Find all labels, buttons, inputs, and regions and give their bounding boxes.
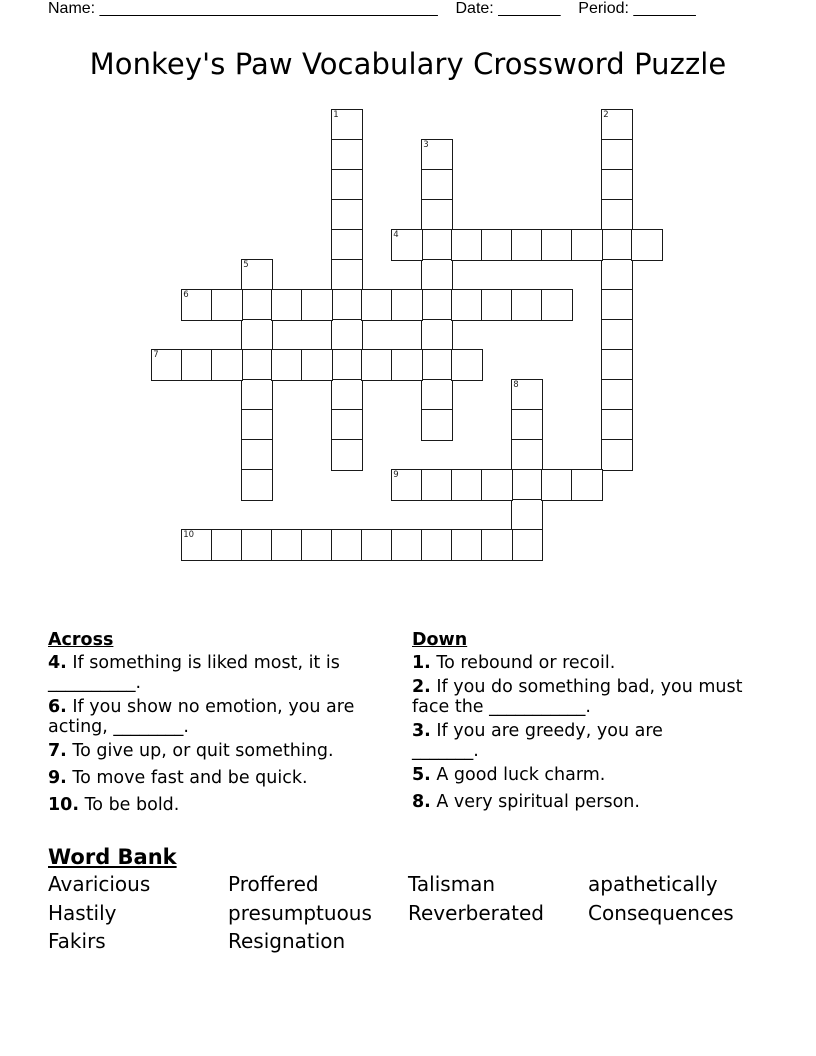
word-bank (48, 844, 768, 956)
crossword-cell[interactable] (331, 259, 363, 291)
period-blank[interactable]: _______ (633, 0, 696, 17)
crossword-cell[interactable] (631, 229, 663, 261)
crossword-cell[interactable] (331, 319, 363, 351)
crossword-cell[interactable] (571, 229, 603, 261)
crossword-cell[interactable] (331, 139, 363, 171)
crossword-cell[interactable] (181, 289, 213, 321)
down-heading: Down (412, 630, 468, 650)
crossword-cell[interactable] (241, 259, 273, 291)
crossword-cell[interactable] (241, 319, 273, 351)
crossword-cell[interactable] (601, 379, 633, 411)
clue-number: 7 (153, 350, 159, 361)
crossword-cell[interactable] (511, 229, 543, 261)
crossword-cell[interactable] (421, 349, 453, 381)
crossword-cell[interactable] (301, 289, 333, 321)
crossword-cell[interactable] (451, 529, 483, 561)
date-label: Date: (455, 0, 494, 17)
crossword-cell[interactable] (241, 349, 273, 381)
word-bank-item: Fakirs (48, 929, 106, 953)
word-bank-item: Proffered (228, 872, 319, 896)
crossword-cell[interactable] (211, 289, 243, 321)
clue-number: 3 (423, 140, 429, 151)
crossword-cell[interactable] (451, 349, 483, 381)
crossword-cell[interactable] (241, 289, 273, 321)
crossword-cell[interactable] (391, 229, 423, 261)
word-bank-heading: Word Bank (48, 845, 177, 869)
word-bank-item: Talisman (408, 872, 496, 896)
crossword-cell[interactable] (241, 469, 273, 501)
crossword-cell[interactable] (571, 469, 603, 501)
date-blank[interactable]: _______ (498, 0, 561, 17)
crossword-cell[interactable] (451, 229, 483, 261)
crossword-cell[interactable] (241, 409, 273, 441)
crossword-cell[interactable] (481, 529, 513, 561)
crossword-cell[interactable] (421, 319, 453, 351)
clue-down-5: 5. A good luck charm. (412, 765, 606, 785)
crossword-cell[interactable] (361, 289, 393, 321)
crossword-cell[interactable] (511, 439, 543, 471)
clue-number: 5 (243, 260, 249, 271)
crossword-cell[interactable] (331, 109, 363, 141)
word-bank-item: Reverberated (408, 900, 544, 925)
word-bank-item: Resignation (228, 929, 346, 953)
period-label: Period: (578, 0, 629, 17)
page-title: Monkey's Paw Vocabulary Crossword Puzzle (89, 47, 727, 81)
name-label: Name: (48, 0, 96, 17)
crossword-cell[interactable] (511, 499, 543, 531)
clue-across-10: 10. To be bold. (48, 795, 180, 815)
crossword-cell[interactable] (301, 529, 333, 561)
crossword-cell[interactable] (421, 199, 453, 231)
crossword-cell[interactable] (481, 289, 513, 321)
crossword-cell[interactable] (601, 229, 633, 261)
crossword-cell[interactable] (421, 169, 453, 201)
crossword-cell[interactable] (361, 529, 393, 561)
crossword-cell[interactable] (601, 439, 633, 471)
crossword-cell[interactable] (391, 529, 423, 561)
crossword-cell[interactable] (601, 349, 633, 381)
crossword-cell[interactable] (241, 529, 273, 561)
clue-number: 10 (183, 530, 195, 541)
crossword-cell[interactable] (331, 529, 363, 561)
crossword-cell[interactable] (151, 349, 183, 381)
crossword-cell[interactable] (241, 439, 273, 471)
crossword-cell[interactable] (451, 289, 483, 321)
crossword-cell[interactable] (331, 379, 363, 411)
crossword-cell[interactable] (511, 289, 543, 321)
crossword-cell[interactable] (511, 469, 543, 501)
crossword-cell[interactable] (601, 139, 633, 171)
crossword-cell[interactable] (601, 109, 633, 141)
crossword-cell[interactable] (241, 379, 273, 411)
clue-number: 4 (393, 230, 399, 241)
crossword-cell[interactable] (421, 229, 453, 261)
crossword-cell[interactable] (541, 469, 573, 501)
crossword-cell[interactable] (181, 529, 213, 561)
crossword-cell[interactable] (541, 229, 573, 261)
crossword-cell[interactable] (541, 289, 573, 321)
word-bank-list (48, 870, 768, 956)
clue-down-3: 3. If you are greedy, you are _______. (412, 721, 663, 761)
crossword-cell[interactable] (391, 349, 423, 381)
crossword-cell[interactable] (271, 289, 303, 321)
crossword-cell[interactable] (421, 139, 453, 171)
crossword-cell[interactable] (331, 289, 363, 321)
crossword-cell[interactable] (601, 319, 633, 351)
crossword-cell[interactable] (601, 259, 633, 291)
crossword-cell[interactable] (601, 409, 633, 441)
crossword-cell[interactable] (481, 229, 513, 261)
crossword-cell[interactable] (421, 469, 453, 501)
crossword-cell[interactable] (331, 169, 363, 201)
crossword-cell[interactable] (601, 199, 633, 231)
crossword-cell[interactable] (481, 469, 513, 501)
clue-number: 1 (333, 110, 339, 121)
clue-across-9: 9. To move fast and be quick. (48, 768, 308, 788)
word-bank-item: Hastily (48, 900, 117, 925)
crossword-cell[interactable] (361, 349, 393, 381)
crossword-cell[interactable] (331, 229, 363, 261)
clue-number: 6 (183, 290, 189, 301)
crossword-cell[interactable] (451, 469, 483, 501)
clue-down-2: 2. If you do something bad, you must face the ___________. (412, 677, 743, 717)
crossword-cell[interactable] (331, 199, 363, 231)
crossword-cell[interactable] (181, 349, 213, 381)
word-bank-item: Avaricious (48, 872, 151, 896)
crossword-cell[interactable] (511, 379, 543, 411)
crossword-cell[interactable] (301, 349, 333, 381)
crossword-cell[interactable] (211, 349, 243, 381)
crossword-cell[interactable] (421, 289, 453, 321)
crossword-cell[interactable] (421, 409, 453, 441)
crossword-cell[interactable] (271, 529, 303, 561)
crossword-cell[interactable] (211, 529, 243, 561)
clue-down-8: 8. A very spiritual person. (412, 792, 640, 812)
crossword-cell[interactable] (391, 289, 423, 321)
crossword-cell[interactable] (331, 409, 363, 441)
clue-across-4: 4. If something is liked most, it is __________. (48, 653, 340, 693)
word-bank-item: presumptuous (228, 900, 372, 925)
crossword-cell[interactable] (511, 409, 543, 441)
crossword-cell[interactable] (391, 469, 423, 501)
clue-across-6: 6. If you show no emotion, you are acting, ________. (48, 697, 355, 737)
across-heading: Across (48, 630, 114, 650)
word-bank-item: apathetically (588, 872, 718, 896)
name-blank[interactable]: ______________________________________ (99, 0, 438, 17)
word-bank-item: Consequences (588, 900, 734, 925)
clue-down-1: 1. To rebound or recoil. (412, 653, 616, 673)
clue-across-7: 7. To give up, or quit something. (48, 741, 334, 761)
crossword-cell[interactable] (511, 529, 543, 561)
clue-number: 9 (393, 470, 399, 481)
across-clues (48, 629, 378, 819)
crossword-cell[interactable] (601, 289, 633, 321)
crossword-cell[interactable] (601, 169, 633, 201)
crossword-cell[interactable] (331, 349, 363, 381)
clue-number: 8 (513, 380, 519, 391)
crossword-cell[interactable] (421, 259, 453, 291)
crossword-cell[interactable] (421, 379, 453, 411)
clue-number: 2 (603, 110, 609, 121)
crossword-cell[interactable] (421, 529, 453, 561)
down-clues (412, 629, 752, 816)
crossword-cell[interactable] (331, 439, 363, 471)
crossword-cell[interactable] (271, 349, 303, 381)
